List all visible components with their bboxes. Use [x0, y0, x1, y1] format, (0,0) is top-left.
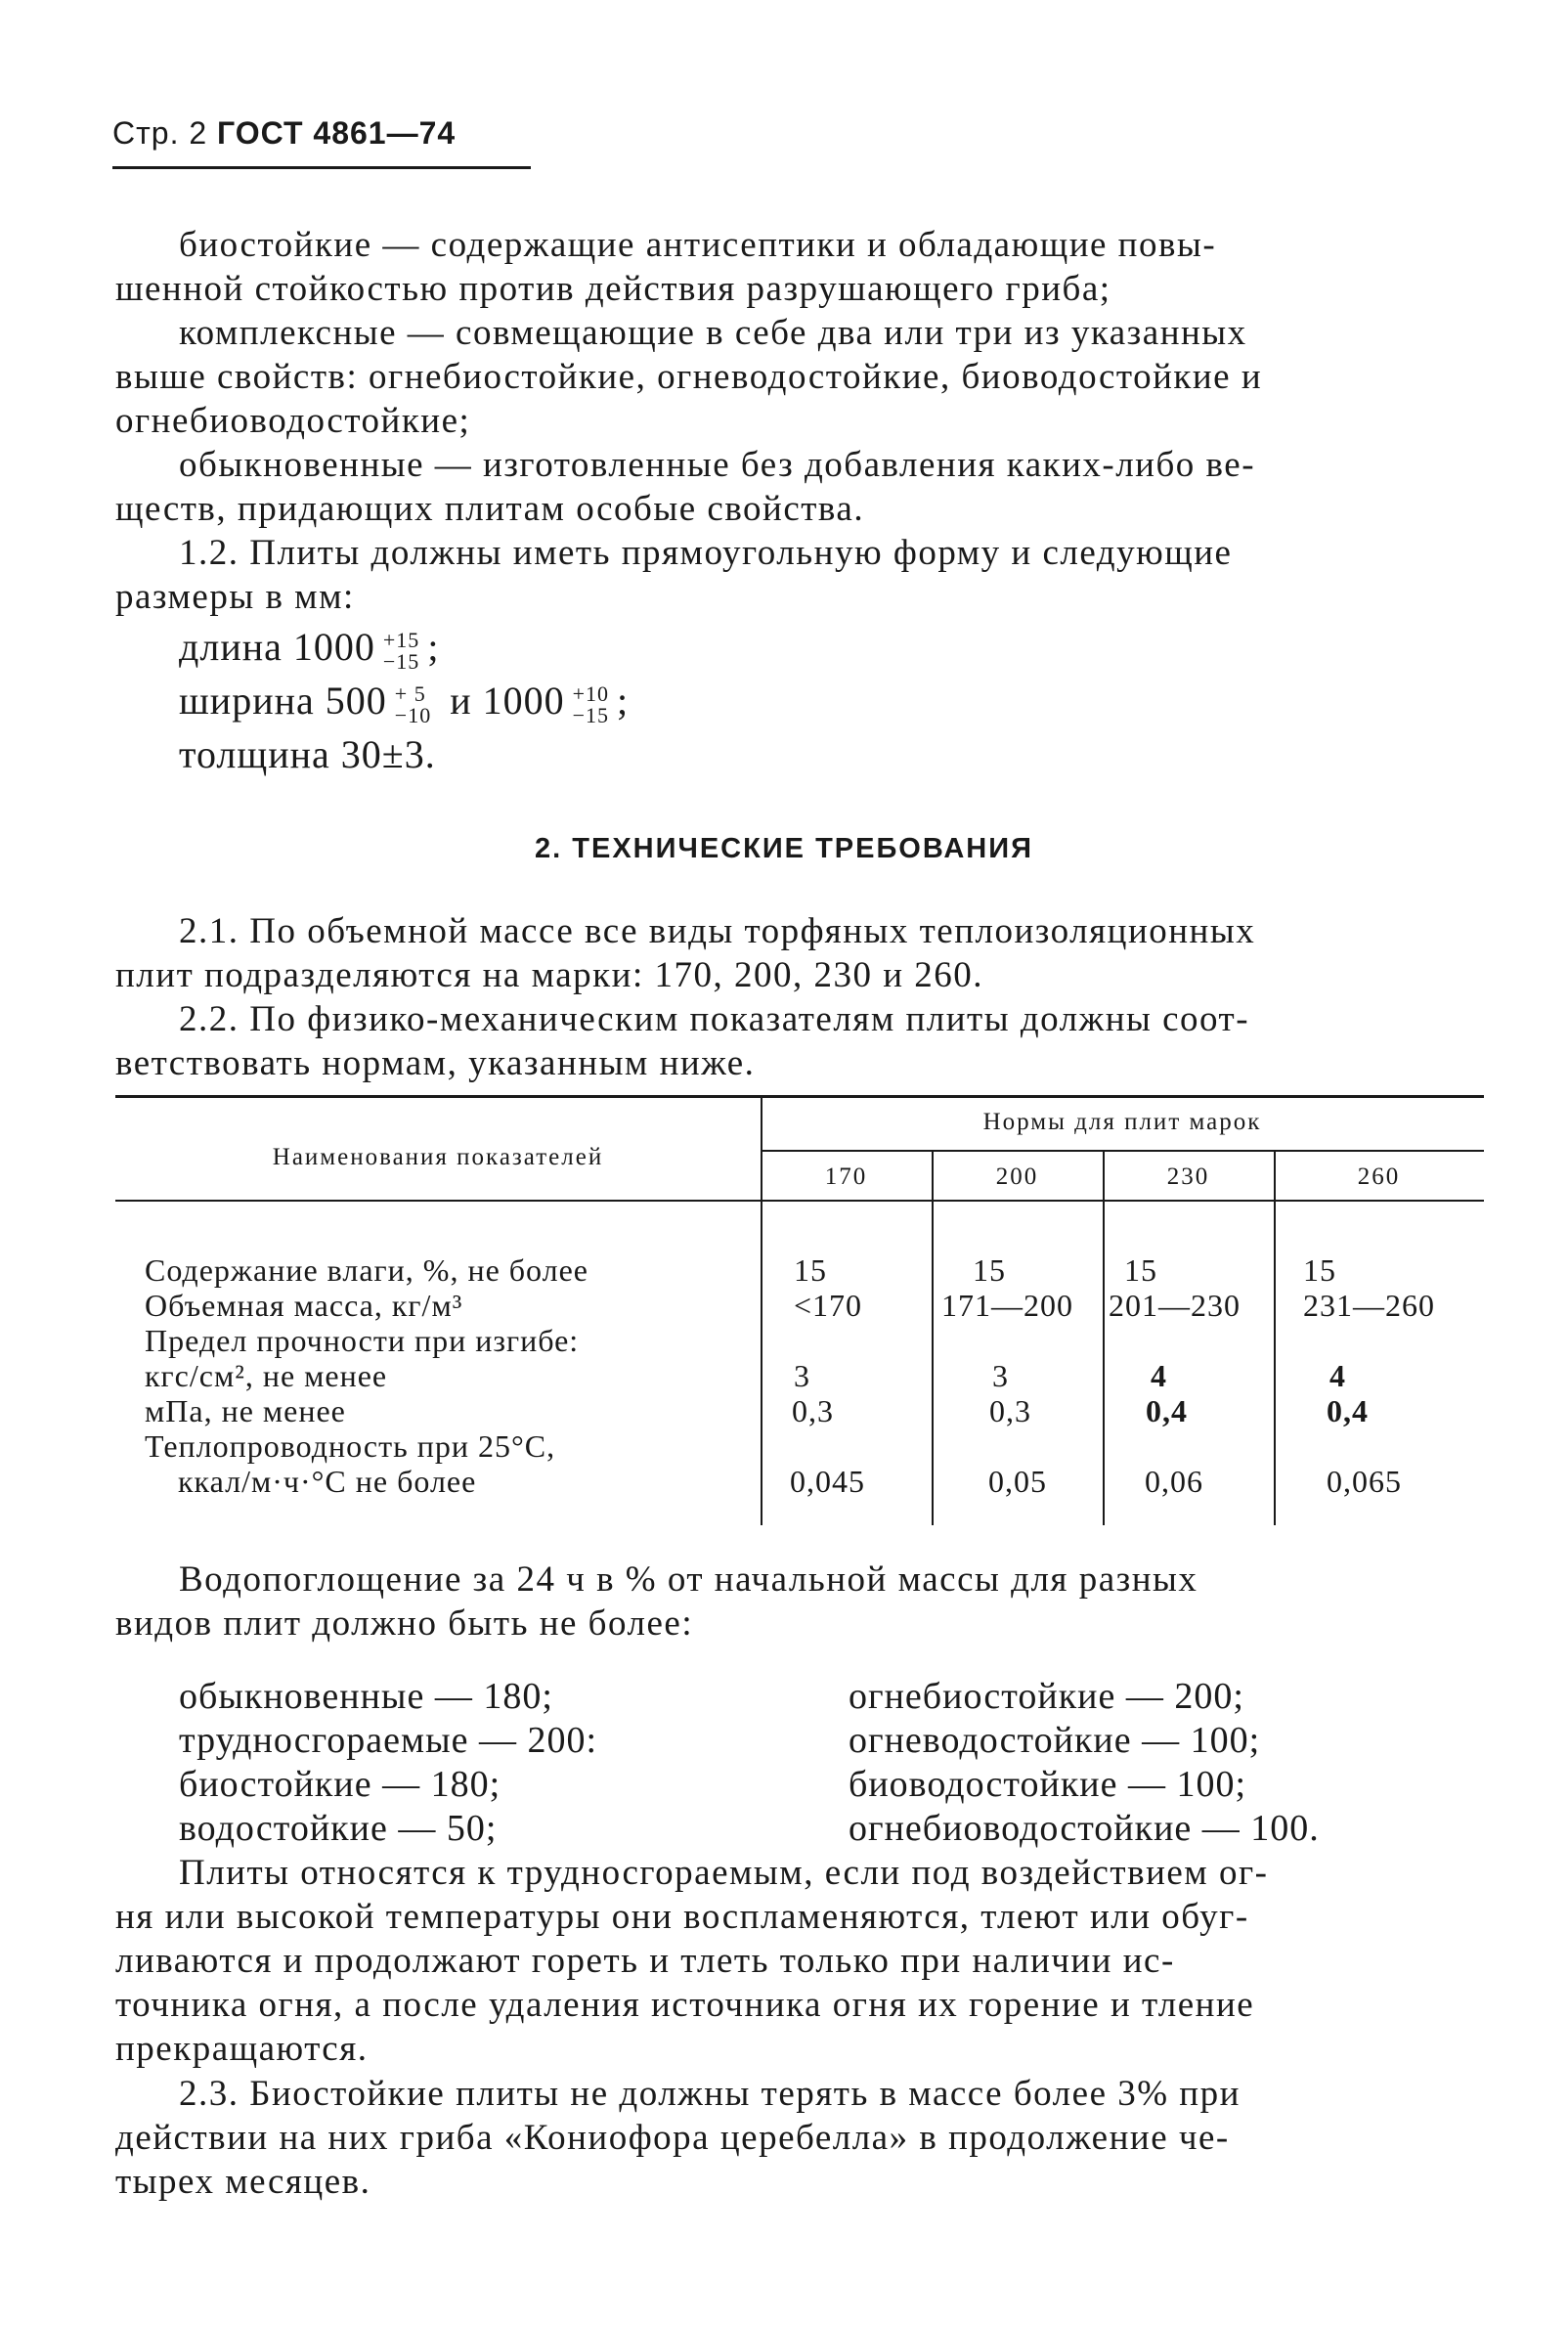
table-cell: 3 — [992, 1358, 1009, 1393]
table-column-divider — [761, 1095, 762, 1525]
grade-260: 260 — [1357, 1163, 1401, 1190]
header-rule — [112, 166, 531, 169]
dimension-width: ширина 500 + 5 −10 и 1000 +10 −15 ; — [179, 679, 630, 727]
table-cell: 4 — [1329, 1358, 1346, 1393]
text-line: видов плит должно быть не более: — [115, 1603, 694, 1644]
dimension-length: длина 1000 +15 −15 ; — [179, 625, 440, 674]
table-column-divider — [932, 1150, 934, 1525]
row-label: ккал/м·ч·°С не более — [178, 1464, 477, 1499]
table-cell: 3 — [794, 1358, 810, 1393]
table-cell: 0,3 — [989, 1393, 1031, 1428]
table-cell: 201—230 — [1109, 1288, 1241, 1323]
water-list-left — [179, 1675, 597, 1851]
text-line: действии на них гриба «Кониофора церебелла» в продолжение че- — [115, 2118, 1230, 2158]
list-item: обыкновенные — 180; — [179, 1676, 553, 1717]
row-label: Содержание влаги, %, не более — [145, 1252, 588, 1288]
list-item: биоводостойкие — 100; — [849, 1764, 1247, 1805]
row-label: кгс/см², не менее — [145, 1358, 388, 1393]
text-line: прекращаются. — [115, 2029, 369, 2069]
table-cell: 0,4 — [1327, 1393, 1369, 1428]
table-cell: 0,065 — [1327, 1464, 1402, 1499]
tolerance: +15 −15 — [382, 627, 420, 674]
text-line: 1.2. Плиты должны иметь прямоугольную форму и следующие — [179, 533, 1233, 573]
table-cell: 0,06 — [1145, 1464, 1203, 1499]
text-line: комплексные — совмещающие в себе два или три из указанных — [179, 313, 1247, 353]
text-line: тырех месяцев. — [115, 2162, 371, 2202]
text-line: Плиты относятся к трудносгораемым, если под воздействием ог- — [179, 1853, 1269, 1893]
table-cell: 15 — [1303, 1252, 1336, 1288]
row-label: Предел прочности при изгибе: — [145, 1323, 580, 1358]
text-line: 2.3. Биостойкие плиты не должны терять в массе более 3% при — [179, 2074, 1241, 2114]
text-line: размеры в мм: — [115, 577, 355, 617]
text-line: ня или высокой температуры они воспламеняются, тлеют или обуг- — [115, 1897, 1249, 1937]
page-header — [112, 115, 456, 152]
paragraph-2-1 — [115, 909, 1484, 1085]
paragraph-2-3 — [115, 2072, 1484, 2204]
text-line: Водопоглощение за 24 ч в % от начальной массы для разных — [179, 1559, 1198, 1600]
row-label: Объемная масса, кг/м³ — [145, 1288, 463, 1323]
table-cell: 15 — [1124, 1252, 1157, 1288]
grade-200: 200 — [995, 1163, 1039, 1190]
row-label: мПа, не менее — [145, 1393, 346, 1428]
table-cell: 15 — [973, 1252, 1006, 1288]
text-line: ливаются и продолжают гореть и тлеть только при наличии ис- — [115, 1941, 1175, 1981]
standard-code: ГОСТ 4861—74 — [217, 115, 457, 151]
column-header-name: Наименования показателей — [272, 1144, 604, 1170]
text-line: обыкновенные — изготовленные без добавления каких-либо ве- — [179, 445, 1256, 485]
tolerance: + 5 −10 — [394, 680, 432, 727]
table-cell: 0,045 — [790, 1464, 865, 1499]
table-cell: 171—200 — [941, 1288, 1073, 1323]
text-line: 2.1. По объемной массе все виды торфяных теплоизоляционных — [179, 911, 1256, 951]
tolerance: +10 −15 — [572, 680, 610, 727]
table-subheader-rule — [761, 1150, 1484, 1152]
list-item: биостойкие — 180; — [179, 1764, 501, 1805]
table-cell: <170 — [794, 1288, 863, 1323]
water-absorption-text — [115, 1558, 1484, 1646]
table-column-divider — [1103, 1150, 1105, 1525]
text-line: шенной стойкостью против действия разрушающего гриба; — [115, 269, 1111, 309]
column-header-norms: Нормы для плит марок — [982, 1109, 1262, 1135]
text-line: ветствовать нормам, указанным ниже. — [115, 1043, 756, 1083]
text-line: биостойкие — содержащие антисептики и обладающие повы- — [179, 225, 1217, 265]
list-item: трудносгораемые — 200: — [179, 1720, 598, 1761]
table-cell: 0,4 — [1146, 1393, 1188, 1428]
grade-230: 230 — [1166, 1163, 1210, 1190]
water-list-right — [849, 1675, 1320, 1851]
text-line: плит подразделяются на марки: 170, 200, 230 и 260. — [115, 955, 984, 995]
table-column-divider — [1274, 1150, 1276, 1525]
text-line: ществ, придающих плитам особые свойства. — [115, 489, 865, 529]
text-line: огнебиоводостойкие; — [115, 401, 471, 441]
table-cell: 0,05 — [988, 1464, 1047, 1499]
fire-text — [115, 1851, 1484, 2071]
table-cell: 231—260 — [1303, 1288, 1435, 1323]
table-cell: 0,3 — [792, 1393, 834, 1428]
text-line: выше свойств: огнебиостойкие, огневодостойкие, биоводостойкие и — [115, 357, 1263, 397]
grade-170: 170 — [824, 1163, 868, 1190]
text-line: 2.2. По физико-механическим показателям плиты должны соот- — [179, 999, 1250, 1039]
list-item: водостойкие — 50; — [179, 1808, 498, 1849]
row-label: Теплопроводность при 25°С, — [145, 1428, 556, 1464]
dimension-thickness: толщина 30±3. — [179, 732, 436, 776]
section-title: 2. ТЕХНИЧЕСКИЕ ТРЕБОВАНИЯ — [535, 833, 1033, 864]
intro-text — [115, 223, 1484, 619]
list-item: огнебиостойкие — 200; — [849, 1676, 1244, 1717]
page-number: Стр. 2 — [112, 115, 208, 151]
list-item: огневодостойкие — 100; — [849, 1720, 1261, 1761]
table-cell: 4 — [1151, 1358, 1167, 1393]
table-cell: 15 — [794, 1252, 827, 1288]
table-header-rule — [115, 1200, 1484, 1202]
table-top-rule — [115, 1095, 1484, 1098]
text-line: точника огня, а после удаления источника огня их горение и тление — [115, 1985, 1255, 2025]
list-item: огнебиоводостойкие — 100. — [849, 1808, 1320, 1849]
